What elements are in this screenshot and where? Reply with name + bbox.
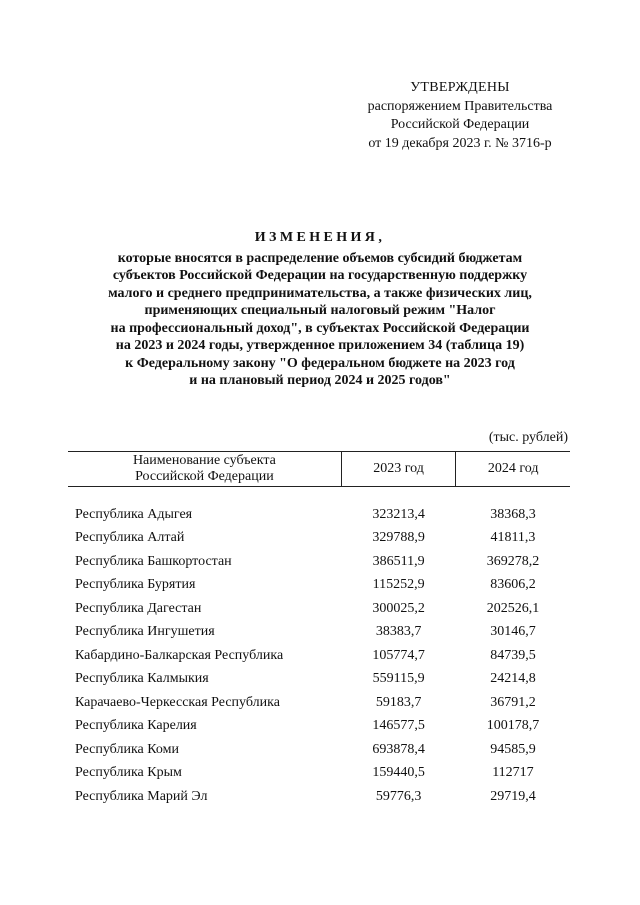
cell-value-2023: 559115,9: [372, 671, 425, 687]
cell-value-2024: 29719,4: [490, 788, 536, 804]
cell-subject-name: Республика Крым: [75, 765, 182, 781]
approval-line-3: от 19 декабря 2023 г. № 3716-р: [368, 135, 552, 151]
cell-value-2024: 24214,8: [490, 671, 536, 687]
table-row: [68, 668, 570, 692]
table-row: [68, 527, 570, 551]
table-row: [68, 550, 570, 574]
cell-value-2024: 100178,7: [486, 718, 540, 734]
heading-line: малого и среднего предпринимательства, а также физических лиц,: [108, 285, 532, 301]
cell-subject-name: Карачаево-Черкесская Республика: [75, 694, 280, 710]
cell-subject-name: Республика Марий Эл: [75, 788, 208, 804]
cell-value-2023: 159440,5: [372, 765, 425, 781]
cell-subject-name: Республика Дагестан: [75, 600, 202, 616]
cell-value-2024: 112717: [492, 765, 534, 781]
heading-line: применяющих специальный налоговый режим "Налог: [144, 303, 496, 318]
cell-subject-name: Республика Карелия: [75, 718, 197, 734]
cell-subject-name: Республика Адыгея: [75, 506, 193, 522]
heading-title: ИЗМЕНЕНИЯ,: [254, 230, 386, 245]
approval-line-1: распоряжением Правительства: [367, 98, 553, 114]
cell-value-2023: 146577,5: [372, 718, 425, 734]
table-body: [68, 487, 570, 809]
subsidy-table: [68, 451, 570, 809]
cell-value-2023: 38383,7: [375, 624, 422, 640]
cell-value-2024: 30146,7: [490, 624, 536, 640]
cell-value-2024: 36791,2: [490, 694, 536, 710]
approval-title: УТВЕРЖДЕНЫ: [410, 80, 510, 95]
heading-line: на профессиональный доход", в субъектах Российской Федерации: [110, 320, 530, 336]
cell-subject-name: Республика Башкортостан: [75, 553, 232, 569]
cell-value-2023: 59776,3: [375, 788, 422, 804]
heading-line: на 2023 и 2024 годы, утвержденное приложением 34 (таблица 19): [115, 338, 525, 353]
table-row: [68, 715, 570, 739]
cell-subject-name: Республика Калмыкия: [75, 671, 209, 687]
heading-line: и на плановый период 2024 и 2025 годов": [189, 373, 451, 388]
cell-value-2023: 300025,2: [372, 600, 425, 616]
units-label: (тыс. рублей): [488, 430, 568, 445]
cell-value-2023: 323213,4: [372, 506, 425, 522]
cell-subject-name: Республика Алтай: [75, 530, 185, 546]
approval-block: [340, 79, 580, 153]
table-row: [68, 785, 570, 809]
cell-value-2024: 369278,2: [486, 553, 540, 569]
cell-value-2023: 105774,7: [372, 647, 425, 663]
cell-subject-name: Республика Ингушетия: [75, 624, 215, 640]
cell-value-2023: 693878,4: [372, 741, 425, 757]
cell-value-2023: 329788,9: [372, 530, 425, 546]
table-row: [68, 691, 570, 715]
heading-line: которые вносятся в распределение объемов субсидий бюджетам: [117, 250, 523, 266]
cell-subject-name: Кабардино-Балкарская Республика: [75, 647, 284, 663]
header-subject-name-line-1: Наименование субъекта: [132, 453, 276, 468]
cell-value-2023: 59183,7: [375, 694, 422, 710]
heading-line: субъектов Российской Федерации на государственную поддержку: [112, 268, 528, 283]
cell-subject-name: Республика Бурятия: [75, 577, 196, 593]
cell-value-2024: 83606,2: [490, 577, 536, 593]
table-row: [68, 621, 570, 645]
header-year-2024: 2024 год: [456, 452, 570, 487]
header-subject-name-line-2: Российской Федерации: [135, 469, 274, 484]
table-row: [68, 738, 570, 762]
table-header-row: [68, 452, 570, 487]
table-row: [68, 503, 570, 527]
heading-line: к Федеральному закону "О федеральном бюджете на 2023 год: [125, 355, 515, 371]
header-year-2023: 2023 год: [341, 452, 456, 487]
document-heading: [60, 229, 580, 390]
table-row: [68, 597, 570, 621]
cell-value-2024: 38368,3: [490, 506, 536, 522]
cell-subject-name: Республика Коми: [75, 741, 179, 757]
cell-value-2024: 94585,9: [490, 741, 536, 757]
approval-line-2: Российской Федерации: [390, 117, 530, 132]
table-row: [68, 762, 570, 786]
cell-value-2024: 84739,5: [490, 647, 536, 663]
table-row: [68, 644, 570, 668]
cell-value-2024: 202526,1: [486, 600, 540, 616]
cell-value-2023: 386511,9: [372, 553, 425, 569]
cell-value-2024: 41811,3: [490, 530, 536, 546]
table-spacer-row: [68, 487, 570, 504]
cell-value-2023: 115252,9: [372, 577, 425, 593]
header-subject-name: [68, 452, 341, 487]
table-row: [68, 574, 570, 598]
